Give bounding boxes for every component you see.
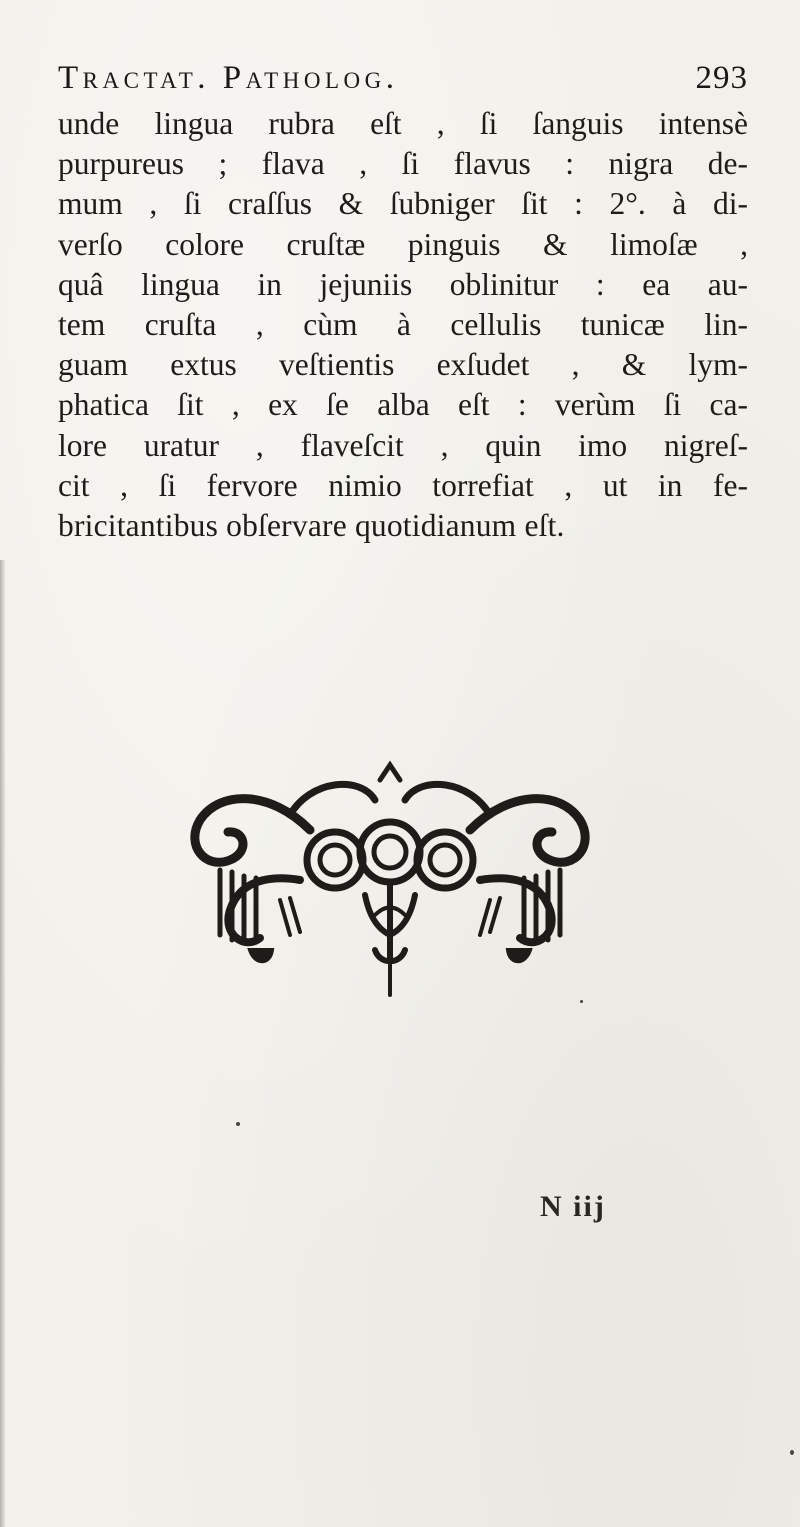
paper-speck bbox=[236, 1122, 240, 1126]
running-head bbox=[58, 60, 748, 108]
running-head-title: Tractat. Patholog. bbox=[58, 60, 399, 96]
text-line: unde lingua rubra eſt , ſi ſanguis intensè bbox=[58, 106, 748, 141]
text-line: mum , ſi craſſus & ſubniger ſit : 2°. à di- bbox=[58, 186, 748, 222]
floral-tailpiece-ornament-icon bbox=[160, 760, 620, 1000]
text-line: guam extus veſtientis exſudet , & lym- bbox=[58, 347, 748, 383]
text-line: verſo colore cruſtæ pinguis & limoſæ , bbox=[58, 226, 748, 262]
body-paragraph bbox=[58, 104, 748, 546]
text-line: lore uratur , flaveſcit , quin imo nigreſ- bbox=[58, 427, 748, 463]
text-line: tem cruſta , cùm à cellulis tunicæ lin- bbox=[58, 306, 748, 342]
page-edge-shadow bbox=[0, 560, 6, 1527]
text-line: phatica ſit , ex ſe alba eſt : verùm ſi ca- bbox=[58, 387, 748, 423]
page-number: 293 bbox=[695, 60, 748, 96]
text-line: quâ lingua in jejuniis oblinitur : ea au- bbox=[58, 266, 748, 302]
text-line: bricitantibus obſervare quotidianum eſt. bbox=[58, 507, 565, 543]
text-line: purpureus ; flava , ſi flavus : nigra de- bbox=[58, 146, 748, 182]
paper-speck bbox=[580, 1000, 583, 1003]
text-line: cit , ſi fervore nimio torrefiat , ut in fe- bbox=[58, 467, 748, 503]
signature-mark: N iij bbox=[540, 1190, 606, 1223]
paper-speck bbox=[790, 1450, 794, 1455]
